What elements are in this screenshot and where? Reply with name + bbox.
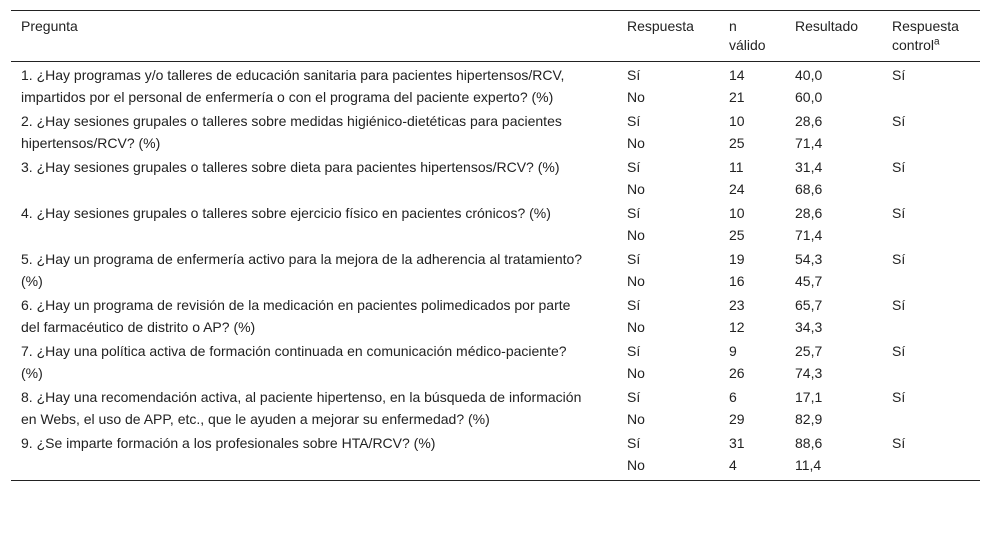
pregunta-cell-q: 2. ¿Hay sesiones grupales o talleres sobre medidas higiénico-dietéticas para pacientes hipertensos/RCV? (%) (21, 113, 562, 151)
n-valido-cell-n1: 10 (729, 113, 745, 129)
respuesta-cell-r1: Sí (627, 389, 641, 405)
header-control-footnote: a (934, 36, 940, 48)
control-cell (882, 338, 980, 384)
pregunta-cell-q: 1. ¿Hay programas y/o talleres de educación sanitaria para pacientes hipertensos/RCV, impartidos por el personal de enfermería o con el programa del paciente experto? (%) (21, 67, 565, 105)
control-cell-c: Sí (892, 435, 906, 451)
resultado-cell (785, 62, 882, 109)
control-cell (882, 430, 980, 481)
pregunta-cell-q: 6. ¿Hay un programa de revisión de la medicación en pacientes polimedicados por parte del farmacéutico de distrito o AP? (%) (21, 297, 571, 335)
control-cell-c: Sí (892, 205, 906, 221)
n-valido-cell (719, 246, 785, 292)
respuesta-cell-r2: No (627, 319, 645, 335)
n-valido-cell-n2: 12 (729, 319, 745, 335)
n-valido-cell-n1: 9 (729, 343, 737, 359)
resultado-cell-v2: 45,7 (795, 273, 823, 289)
respuesta-cell-r1: Sí (627, 113, 641, 129)
respuesta-cell (617, 430, 719, 481)
table-row (11, 384, 980, 430)
respuesta-cell-r2: No (627, 411, 645, 427)
pregunta-cell (11, 338, 617, 384)
n-valido-cell-n2: 25 (729, 227, 745, 243)
n-valido-cell (719, 338, 785, 384)
control-cell (882, 292, 980, 338)
header-pregunta: Pregunta (11, 11, 617, 62)
control-cell-c: Sí (892, 251, 906, 267)
resultado-cell-v2: 68,6 (795, 181, 823, 197)
header-respuesta-control (882, 11, 980, 62)
resultado-cell-v2: 60,0 (795, 89, 823, 105)
resultado-cell-v1: 25,7 (795, 343, 823, 359)
n-valido-cell (719, 62, 785, 109)
pregunta-cell (11, 246, 617, 292)
control-cell (882, 384, 980, 430)
header-n-valido-line2: válido (729, 37, 766, 53)
n-valido-cell-n2: 4 (729, 457, 737, 473)
n-valido-cell-n2: 25 (729, 135, 745, 151)
respuesta-cell-r2: No (627, 135, 645, 151)
control-cell-c: Sí (892, 389, 906, 405)
respuesta-cell-r1: Sí (627, 435, 641, 451)
resultado-cell (785, 108, 882, 154)
resultado-cell-v1: 28,6 (795, 205, 823, 221)
resultado-cell-v2: 71,4 (795, 227, 823, 243)
pregunta-cell-q: 5. ¿Hay un programa de enfermería activo para la mejora de la adherencia al tratamiento? (%) (21, 251, 583, 289)
pregunta-cell (11, 292, 617, 338)
pregunta-cell (11, 200, 617, 246)
respuesta-cell (617, 62, 719, 109)
header-respuesta: Respuesta (617, 11, 719, 62)
respuesta-cell-r1: Sí (627, 205, 641, 221)
n-valido-cell (719, 430, 785, 481)
resultado-cell-v2: 34,3 (795, 319, 823, 335)
respuesta-cell-r2: No (627, 181, 645, 197)
table-row (11, 292, 980, 338)
resultado-cell-v1: 65,7 (795, 297, 823, 313)
header-control-line1: Respuesta (892, 18, 959, 34)
respuesta-cell-r1: Sí (627, 297, 641, 313)
resultado-cell-v2: 71,4 (795, 135, 823, 151)
resultado-cell (785, 338, 882, 384)
respuesta-cell (617, 384, 719, 430)
n-valido-cell-n2: 21 (729, 89, 745, 105)
table-row (11, 430, 980, 481)
control-cell-c: Sí (892, 343, 906, 359)
respuesta-cell (617, 246, 719, 292)
n-valido-cell-n1: 11 (729, 159, 744, 175)
n-valido-cell-n2: 24 (729, 181, 745, 197)
resultado-cell-v1: 88,6 (795, 435, 823, 451)
resultado-cell-v1: 17,1 (795, 389, 823, 405)
respuesta-cell (617, 108, 719, 154)
n-valido-cell-n2: 26 (729, 365, 745, 381)
n-valido-cell (719, 292, 785, 338)
control-cell (882, 108, 980, 154)
header-control-line2: control (892, 37, 935, 53)
n-valido-cell (719, 384, 785, 430)
resultado-cell-v1: 54,3 (795, 251, 823, 267)
pregunta-cell (11, 154, 617, 200)
respuesta-cell-r1: Sí (627, 251, 641, 267)
respuesta-cell-r1: Sí (627, 159, 641, 175)
respuesta-cell-r2: No (627, 89, 645, 105)
table-row (11, 154, 980, 200)
resultado-cell (785, 292, 882, 338)
respuesta-cell (617, 154, 719, 200)
respuesta-cell-r2: No (627, 227, 645, 243)
resultado-cell-v2: 74,3 (795, 365, 823, 381)
control-cell (882, 62, 980, 109)
pregunta-cell-q: 8. ¿Hay una recomendación activa, al paciente hipertenso, en la búsqueda de información en Webs, el uso de APP, etc., que le ayuden a mejorar su enfermedad? (%) (21, 389, 582, 427)
resultado-cell (785, 384, 882, 430)
n-valido-cell-n1: 14 (729, 67, 745, 83)
pregunta-cell-q: 3. ¿Hay sesiones grupales o talleres sobre dieta para pacientes hipertensos/RCV? (%) (21, 159, 560, 175)
pregunta-cell (11, 430, 617, 481)
respuesta-cell-r1: Sí (627, 343, 641, 359)
resultado-cell-v2: 82,9 (795, 411, 823, 427)
respuesta-cell-r2: No (627, 457, 645, 473)
header-row (11, 11, 980, 62)
table-row (11, 246, 980, 292)
n-valido-cell-n1: 6 (729, 389, 737, 405)
n-valido-cell-n1: 31 (729, 435, 745, 451)
pregunta-cell (11, 384, 617, 430)
n-valido-cell-n2: 16 (729, 273, 745, 289)
n-valido-cell-n1: 23 (729, 297, 745, 313)
control-cell-c: Sí (892, 67, 906, 83)
control-cell (882, 246, 980, 292)
header-n-valido (719, 11, 785, 62)
n-valido-cell-n1: 10 (729, 205, 745, 221)
n-valido-cell (719, 200, 785, 246)
table-row (11, 200, 980, 246)
respuesta-cell (617, 292, 719, 338)
respuesta-cell-r2: No (627, 273, 645, 289)
n-valido-cell (719, 154, 785, 200)
control-cell-c: Sí (892, 297, 906, 313)
control-cell-c: Sí (892, 159, 906, 175)
table-row (11, 108, 980, 154)
pregunta-cell-q: 7. ¿Hay una política activa de formación continuada en comunicación médico-paciente? (%) (21, 343, 567, 381)
resultado-cell (785, 246, 882, 292)
pregunta-cell-q: 4. ¿Hay sesiones grupales o talleres sobre ejercicio físico en pacientes crónicos? (%) (21, 205, 551, 221)
resultado-cell-v1: 31,4 (795, 159, 823, 175)
pregunta-cell (11, 108, 617, 154)
respuesta-cell-r2: No (627, 365, 645, 381)
control-cell (882, 154, 980, 200)
respuesta-cell (617, 200, 719, 246)
table-row (11, 62, 980, 109)
respuesta-cell (617, 338, 719, 384)
pregunta-cell (11, 62, 617, 109)
resultado-cell-v1: 28,6 (795, 113, 823, 129)
respuesta-cell-r1: Sí (627, 67, 641, 83)
resultado-cell-v2: 11,4 (795, 457, 822, 473)
control-cell (882, 200, 980, 246)
resultado-cell-v1: 40,0 (795, 67, 823, 83)
n-valido-cell-n2: 29 (729, 411, 745, 427)
n-valido-cell (719, 108, 785, 154)
control-cell-c: Sí (892, 113, 906, 129)
n-valido-cell-n1: 19 (729, 251, 745, 267)
resultado-cell (785, 200, 882, 246)
table-row (11, 338, 980, 384)
header-resultado: Resultado (785, 11, 882, 62)
pregunta-cell-q: 9. ¿Se imparte formación a los profesionales sobre HTA/RCV? (%) (21, 435, 436, 451)
resultado-cell (785, 430, 882, 481)
header-n-valido-line1: n (729, 18, 737, 34)
resultado-cell (785, 154, 882, 200)
survey-table (11, 10, 980, 481)
